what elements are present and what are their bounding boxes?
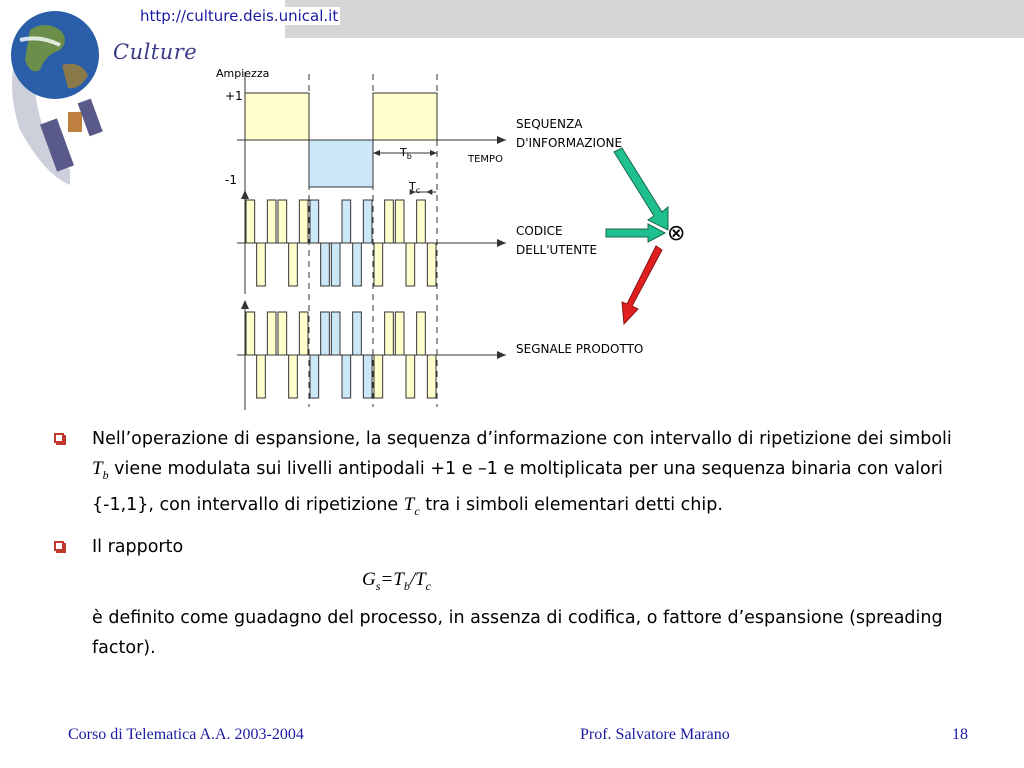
product-chip-18 [427,355,436,398]
code-chip-2 [257,243,266,286]
header-url: http://culture.deis.unical.it [140,7,339,25]
product-chip-8 [321,312,330,355]
row2-label-line2: DELL'UTENTE [516,243,598,257]
product-chip-16 [406,355,415,398]
tc-arrow-right-icon [426,189,432,195]
checkbox-bullet-icon [54,433,64,443]
tb-arrow-right-icon [430,150,437,156]
green-arrow-down-icon [614,148,668,230]
tb-arrow-left-icon [373,150,380,156]
logo-globe-satellite [0,0,200,190]
axis-arrow-icon [497,239,506,247]
product-chip-1 [246,312,255,355]
product-chip-12 [363,355,372,398]
product-chip-7 [310,355,319,398]
footer-course: Corso di Telematica A.A. 2003-2004 [68,726,304,743]
product-chip-2 [257,355,266,398]
slide-body [50,424,970,663]
code-chip-4 [278,200,287,243]
code-chip-8 [321,243,330,286]
info-bit-1 [245,93,309,140]
product-chip-15 [395,312,404,355]
row3-label: SEGNALE PRODOTTO [516,342,644,356]
product-chip-10 [342,355,351,398]
red-arrow-down-icon [622,246,662,324]
tb-symbol: $T_b$ [92,458,109,482]
product-chip-6 [299,312,308,355]
product-chip-3 [267,312,276,355]
code-chip-6 [299,200,308,243]
multiplier-icon: ⊗ [667,221,686,246]
info-bit-2 [309,140,373,187]
header-bar [285,0,1024,38]
code-chip-11 [353,243,362,286]
level-low-label: -1 [225,173,237,187]
bullet-2-continuation: è definito come guadagno del processo, in assenza di codifica, o fattore d’espansione (spreading factor). [92,608,943,659]
product-chip-11 [353,312,362,355]
product-chip-14 [385,312,394,355]
code-chip-12 [363,200,372,243]
row1-label-line2: D'INFORMAZIONE [516,136,623,150]
bullet-1: Nell’operazione di espansione, la sequenza d’informazione con intervallo di ripetizione dei simboli $T_b$ viene modulata sui livelli antipodali +1 e –1 e moltiplicata per una sequenza binaria con valori {-1,1}, con intervallo di ripetizione $T_c$ tra i simboli elementari detti chip. [50,424,970,526]
time-axis-label: TEMPO [468,154,503,165]
code-chip-13 [374,243,383,286]
checkbox-bullet-icon [54,541,64,551]
product-chip-5 [289,355,298,398]
tb-label: $T_b$ [400,146,412,161]
amplitude-axis-label: Ampiezza [216,67,270,80]
code-chip-10 [342,200,351,243]
code-chip-14 [385,200,394,243]
code-chip-16 [406,243,415,286]
code-chip-7 [310,200,319,243]
tc-label: $T_c$ [409,180,421,195]
product-chip-13 [374,355,383,398]
axis-arrow-icon [497,136,506,144]
info-bit-3 [373,93,437,140]
logo-text: Culture [113,40,198,64]
code-chip-18 [427,243,436,286]
row1-label-line1: SEQUENZA [516,117,583,131]
axis-arrow-icon [497,351,506,359]
spreading-factor-formula: $G_s=T_b/T_c$ [362,568,431,593]
axis-arrow-icon [241,190,249,199]
product-chip-17 [417,312,426,355]
code-chip-15 [395,200,404,243]
bullet-2: Il rapporto [50,532,970,562]
code-chip-5 [289,243,298,286]
footer-page-number: 18 [952,726,968,743]
footer-author: Prof. Salvatore Marano [580,726,730,743]
axis-arrow-icon [241,300,249,309]
spread-spectrum-diagram [210,62,710,412]
row2-label-line1: CODICE [516,224,563,238]
code-chip-3 [267,200,276,243]
code-chip-1 [246,200,255,243]
green-arrow-right-icon [606,224,665,242]
product-chip-4 [278,312,287,355]
code-chip-17 [417,200,426,243]
tc-symbol: $T_c$ [403,493,420,518]
level-high-label: +1 [225,89,243,103]
product-chip-9 [331,312,340,355]
code-chip-9 [331,243,340,286]
